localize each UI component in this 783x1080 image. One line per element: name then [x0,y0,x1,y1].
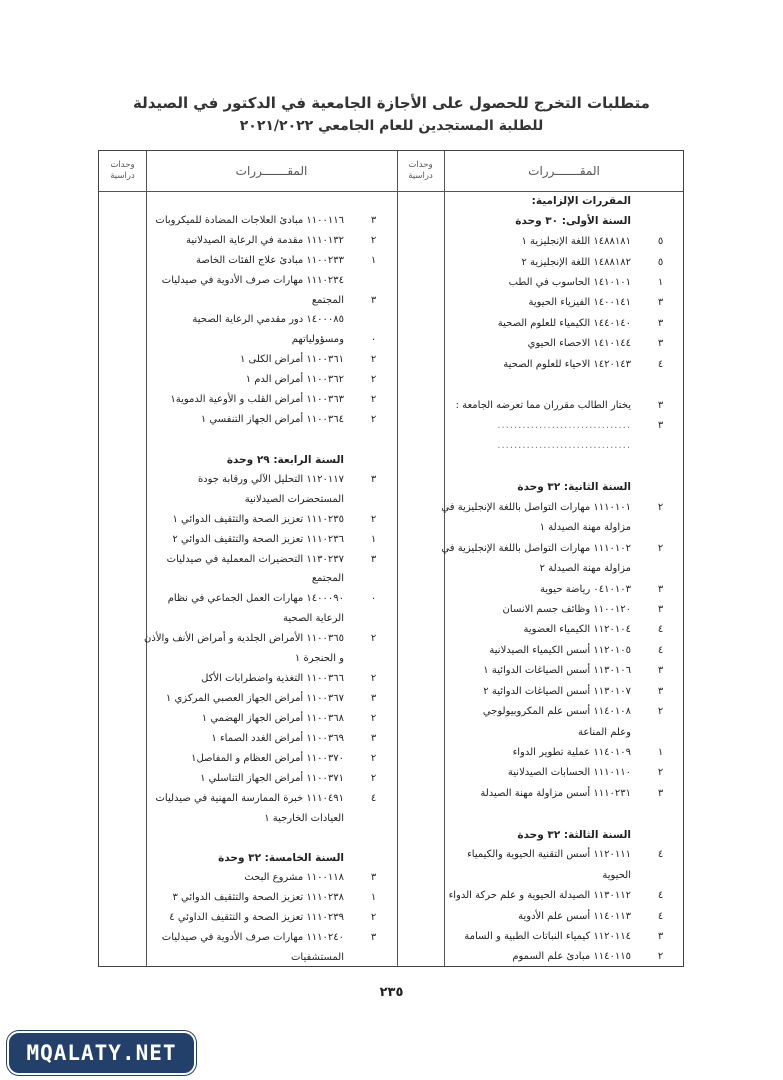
table-row [99,888,397,908]
course-units: ١ [657,747,664,759]
course-name [397,804,637,824]
table-row [397,416,684,436]
course-name: ١١١٠١٣٢ مقدمة في الرعاية الصيدلانية [186,234,344,246]
course-name: ١١١٠٢٣١ أسس مزاولة مهنة الصيدلة [480,787,631,799]
course-name: ١٤٨٨١٨٢ اللغة الإنجليزية ٢ [521,256,631,268]
course-name: ١١١٠٢٣٥ تعزيز الصحة والتثقيف الدوائي ١ [172,513,344,525]
course-units: ٤ [657,358,664,370]
table-row [99,311,397,331]
course-units: ٣ [370,693,377,704]
course-name: ١١١٠٢٤٠ مهارات صرف الأدوية في صيدليات [161,932,344,944]
table-row [99,769,397,789]
course-name: ................................ [497,440,631,452]
table-row [99,829,397,849]
table-row [99,370,397,390]
course-name: ١١٢٠١٠٥ أسس الكيمياء الصيدلانية [489,644,631,656]
table-row [397,784,684,804]
course-name: ١٤٠٠١٤١ الفيزياء الحيوية [528,297,631,309]
course-units: ٣ [370,932,377,944]
course-units: ٣ [657,583,664,595]
course-units: ٣ [370,294,377,306]
table-row [397,559,684,579]
table-row [397,314,684,334]
table-row [99,689,397,709]
course-units [350,490,397,510]
table-row [99,430,397,450]
course-name: ١١٠٠٣٦٥ الأمراض الجلدية و أمراض الأنف والأذن [144,633,344,645]
course-units: ٢ [657,767,664,779]
table-row [99,291,397,311]
course-name: ١١٠٠٣٦٦ التغذية واضطرابات الأكل [201,673,344,685]
table-row [99,609,397,629]
course-name: ١١٠٠٣٦٣ أمراض القلب و الأوعية الدموية١ [170,394,344,406]
table-row [99,211,397,231]
course-name: السنة الثالثة: ٣٢ وحدة [517,828,631,841]
course-name: ١١٠٠٢٣٣ مبادئ علاج الفئات الخاصة [196,254,344,266]
course-units: ٢ [370,394,377,406]
course-name: ١١٠٠٣٦٢ أمراض الدم ١ [245,374,344,386]
course-units: ٢ [657,501,664,513]
course-name: ١١٣٠١٠٧ أسس الصياغات الدوائية ٢ [483,685,631,697]
course-name: المجتمع [311,294,344,306]
course-name: ٠٤١٠١٠٣ رياضة حيوية [540,583,631,595]
table-row [99,550,397,570]
course-units: ٢ [370,712,377,724]
course-units: ٤ [370,792,377,804]
course-name: ١١٤٠١١٥ مبادئ علم السموم [512,951,631,963]
course-units: ٠ [370,334,377,346]
course-name: ١١١٠٢٣٩ تعزيز الصحة و التثقيف الداوئي ٤ [169,912,344,924]
table-row [397,682,684,702]
course-units [350,649,397,669]
page-title: متطلبات التخرج للحصول على الأجازة الجامعية في الدكتور في الصيدلة [133,94,650,112]
course-name: ١١١٠٢٣٤ مهارات صرف الأدوية في صيدليات [161,274,344,286]
table-row [397,579,684,599]
course-name: ١٤٨٨١٨١ اللغة الإنجليزية ١ [521,236,631,248]
course-name: ١١٣٠١٠٦ أسس الصياغات الدوائية ١ [483,665,631,677]
table-row [397,293,684,313]
course-name: ١١٤٠١١٣ أسس علم الأدوية [518,910,631,922]
course-units: ٢ [370,414,377,426]
table-row [397,641,684,661]
course-name: السنة الأولى: ٣٠ وحدة [515,215,631,228]
table-row [397,477,684,497]
table-row [397,743,684,763]
table-row [99,928,397,948]
course-name: المقررات الإلزامية: [531,194,631,207]
course-name: ١١٢٠١١٤ كيمياء النباتات الطبية و السامة [464,930,631,942]
course-name [99,829,350,849]
course-name: ١١٠٠٣٦٨ أمراض الجهاز الهضمي ١ [201,712,344,724]
course-units: ٠ [370,593,377,605]
course-name: ١٤١٠١٤٤ الاحصاء الحيوي [527,338,631,350]
course-units: ٣ [657,930,664,942]
table-row [397,457,684,477]
table-row [99,570,397,590]
table-row [99,868,397,888]
table-row [99,251,397,271]
course-name: ومسؤولياتهم [291,334,344,346]
header-units-right: وحدات دراسية [408,160,433,181]
table-row [99,669,397,689]
course-name: ١١١٠١١٠ الحسابات الصيدلانية [507,767,631,779]
table-row [397,334,684,354]
table-row [99,589,397,609]
course-name: المجتمع [311,573,344,585]
course-units: ٢ [370,513,377,525]
course-units: ٢ [370,354,377,366]
course-units: ١ [370,254,377,266]
course-name: و الحنجرة ١ [294,653,344,665]
table-row [99,848,397,868]
course-units: ٣ [370,214,377,226]
course-name: يختار الطالب مقرران مما تعرضه الجامعة : [455,399,631,411]
course-units [637,477,684,497]
table-row [397,661,684,681]
course-name: الحيوية [602,869,631,881]
course-name: ١١٠٠٣٦٩ أمراض الغدد الصماء ١ [211,732,344,744]
course-name: المستشفيات [290,951,344,963]
course-units: ٢ [370,234,377,246]
course-units [350,450,397,470]
course-units: ٣ [657,317,664,329]
page-subtitle: للطلبة المستجدين للعام الجامعي ٢٠٢١/٢٠٢٢ [239,118,544,134]
table-row [99,350,397,370]
course-name [99,191,350,211]
course-units: ٢ [370,772,377,784]
course-units: ١ [370,892,377,904]
table-row [99,191,397,211]
course-name: مزاولة مهنة الصيدلة ٢ [539,563,631,575]
course-units: ٤ [657,910,664,922]
table-row [397,845,684,865]
course-name: ١٤٢٠١٤٣ الاحياء للعلوم الصحية [503,358,631,370]
course-name: السنة الخامسة: ٣٢ وحدة [218,852,344,865]
course-name [99,430,350,450]
course-units: ٣ [657,420,664,432]
course-name: ١١٤٠١٠٩ عملية تطوير الدواء [512,747,631,759]
table-row [397,825,684,845]
course-units: ٣ [657,297,664,309]
course-units: ٣ [657,338,664,350]
table-row [397,722,684,742]
course-name: ١٤٠٠٠٩٠ مهارات العمل الجماعي في نظام [167,593,344,605]
table-row [397,498,684,518]
table-row [397,375,684,395]
course-name: ١١٤٠١٠٨ أسس علم المكروبيولوجي [482,706,631,718]
table-row [397,191,684,211]
table-row [397,927,684,947]
course-units: ١ [370,533,377,545]
requirements-table [98,150,684,967]
table-row [99,948,397,968]
course-name: ١١٣٠٢٣٧ التحضيرات المعملية في صيدليات [166,553,344,565]
course-units [350,191,397,211]
course-units [637,865,684,885]
right-column-rows [397,191,684,968]
course-units: ٣ [657,665,664,677]
table-row [397,620,684,640]
table-row [99,809,397,829]
table-row [99,729,397,749]
course-name: العيادات الخارجية ١ [264,812,344,824]
table-row [397,886,684,906]
course-name: ١١٢٠١١٧ التحليل الآلي ورقابة جودة [197,473,344,485]
course-name: ١١٢٠١١١ أسس التقنية الحيوية والكيمياء [467,849,631,861]
course-units [637,825,684,845]
table-row [397,232,684,252]
table-row [397,355,684,375]
table-row [397,702,684,722]
course-name: ١٤٠٠٠٨٥ دور مقدمي الرعاية الصحية [192,314,344,326]
course-units: ٢ [370,633,377,645]
course-units [637,518,684,538]
course-name [397,375,637,395]
course-units [637,559,684,579]
table-row [397,273,684,293]
course-name: الرعاية الصحية [282,613,344,625]
course-units: ٥ [657,256,664,268]
course-units [637,436,684,456]
watermark-text: MQALATY.NET [26,1041,177,1065]
table-row [99,490,397,510]
course-name: ................................ [497,420,631,432]
course-name: مزاولة مهنة الصيدلة ١ [539,522,631,534]
course-units [637,804,684,824]
table-row [397,518,684,538]
table-row [99,390,397,410]
left-column-rows [99,191,397,968]
table-row [99,530,397,550]
course-units: ٤ [657,644,664,656]
course-name: السنة الثانية: ٣٢ وحدة [517,481,631,494]
course-units [350,848,397,868]
table-row [99,649,397,669]
header-courses-left: المقـــــــررات [235,164,308,178]
course-units [350,430,397,450]
table-row [99,709,397,729]
course-units [637,457,684,477]
course-units: ٣ [370,732,377,744]
course-units [637,722,684,742]
course-units: ٣ [657,603,664,615]
table-row [99,410,397,430]
table-row [397,804,684,824]
course-name: وعلم المناعة [578,726,631,738]
course-units: ٣ [657,399,664,411]
table-row [99,271,397,291]
course-units [350,829,397,849]
course-name: ١١١٠١٠٢ مهارات التواصل باللغة الإنجليزية في [441,542,631,554]
course-name: ١١٠٠١١٨ مشروع البحث [244,872,344,884]
course-units [350,311,397,331]
table-row [397,865,684,885]
watermark-badge [7,1031,196,1075]
course-name: المستحضرات الصيدلانية [244,493,344,505]
table-row [397,436,684,456]
course-units: ٣ [370,473,377,485]
course-units [350,609,397,629]
table-row [397,538,684,558]
table-row [99,789,397,809]
course-units [350,809,397,829]
course-units: ٢ [657,951,664,963]
course-name: ١١١٠٤٩١ خبرة الممارسة المهنية في صيدليات [155,792,344,804]
table-row [397,252,684,272]
course-name: ١١١٠٢٣٦ تعزيز الصحة والتثقيف الدوائي ٢ [172,533,344,545]
course-units: ٥ [657,236,664,248]
course-units: ١ [657,276,664,288]
course-units: ٣ [370,553,377,565]
course-name: ١٤٤٠١٤٠ الكيمياء للعلوم الصحية [497,317,631,329]
header-courses-right: المقـــــــررات [528,164,600,178]
course-units: ٢ [370,673,377,685]
course-name: ١١١٠١٠١ مهارات التواصل باللغة الإنجليزية في [441,501,631,513]
table-row [397,600,684,620]
course-name: ١١٠٠٣٧١ أمراض الجهاز التناسلي ١ [200,772,344,784]
table-row [397,906,684,926]
table-row [397,211,684,231]
table-row [397,763,684,783]
course-units [637,211,684,231]
page-number: ٢٣٥ [379,985,404,1000]
course-units: ٤ [657,624,664,636]
course-units: ٢ [657,706,664,718]
course-units [350,271,397,291]
course-name: السنة الرابعة: ٢٩ وحدة [226,453,344,466]
table-row [99,330,397,350]
course-name: ١١٠٠٣٧٠ أمراض العظام و المفاصل١ [191,752,344,764]
course-units [350,948,397,968]
course-name: ١١٠٠٣٦٧ أمراض الجهاز العصبي المركزي ١ [165,693,344,704]
table-row [99,450,397,470]
course-units [350,570,397,590]
course-units [637,375,684,395]
course-name: ١١٠٠١٢٠ وظائف جسم الانسان [502,603,631,615]
course-units: ٣ [657,787,664,799]
course-name: ١١٣٠١١٢ الصيدلة الحيوية و علم حركة الدواء [448,890,631,902]
table-row [99,629,397,649]
course-units [637,191,684,211]
course-name [397,457,637,477]
course-name: ١١١٠٢٣٨ تعزيز الصحة والتثقيف الدوائي ٣ [172,892,344,904]
course-units: ٣ [657,685,664,697]
course-name: ١٤١٠١٠١ الحاسوب في الطب [508,276,631,288]
table-row [99,510,397,530]
course-name: ١١٠٠١١٦ مبادئ العلاجات المضادة للميكروبات [155,214,344,226]
table-row [99,231,397,251]
course-units: ٢ [370,912,377,924]
table-row [99,749,397,769]
course-name: ١١٢٠١٠٤ الكيمياء العضوية [523,624,631,636]
course-units: ٢ [370,374,377,386]
table-row [397,947,684,967]
course-units: ٣ [370,872,377,884]
course-units: ٤ [657,849,664,861]
course-units: ٢ [370,752,377,764]
course-name: ١١٠٠٣٦١ أمراض الكلى ١ [239,354,344,366]
course-units: ٢ [657,542,664,554]
table-row [99,470,397,490]
table-row [397,395,684,415]
course-units: ٤ [657,890,664,902]
header-units-left: وحدات دراسية [110,160,135,181]
table-row [99,908,397,928]
course-name: ١١٠٠٣٦٤ أمراض الجهاز التنفسي ١ [200,414,344,426]
